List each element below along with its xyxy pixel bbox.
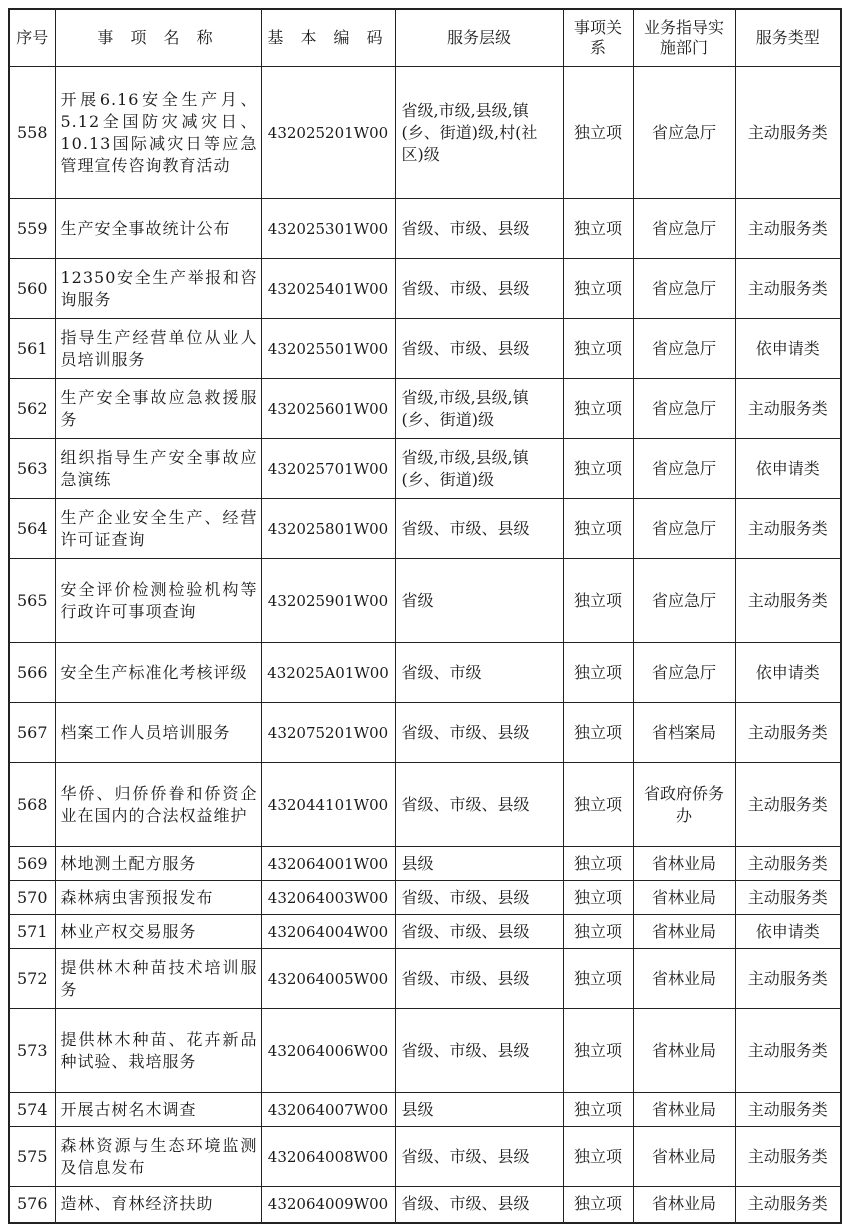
cell-index: 564	[9, 499, 55, 559]
cell-code: 432064003W00	[261, 881, 395, 915]
cell-name: 12350安全生产举报和咨询服务	[55, 259, 261, 319]
cell-type: 主动服务类	[735, 199, 841, 259]
cell-type: 主动服务类	[735, 1093, 841, 1127]
cell-type: 主动服务类	[735, 499, 841, 559]
table-row	[9, 1187, 841, 1223]
table-body	[9, 67, 841, 1223]
cell-level: 省级	[395, 559, 563, 643]
table-row	[9, 949, 841, 1009]
header-code: 基 本 编 码	[261, 9, 395, 67]
cell-relation: 独立项	[563, 949, 633, 1009]
cell-code: 432064006W00	[261, 1009, 395, 1093]
cell-type: 依申请类	[735, 319, 841, 379]
cell-code: 432025301W00	[261, 199, 395, 259]
cell-index: 569	[9, 847, 55, 881]
cell-index: 568	[9, 763, 55, 847]
cell-relation: 独立项	[563, 703, 633, 763]
cell-name: 生产安全事故统计公布	[55, 199, 261, 259]
cell-dept: 省林业局	[633, 1127, 735, 1187]
cell-relation: 独立项	[563, 1127, 633, 1187]
table-row	[9, 499, 841, 559]
cell-index: 560	[9, 259, 55, 319]
cell-index: 559	[9, 199, 55, 259]
cell-level: 省级、市级、县级	[395, 259, 563, 319]
cell-relation: 独立项	[563, 763, 633, 847]
cell-name: 档案工作人员培训服务	[55, 703, 261, 763]
cell-code: 432064004W00	[261, 915, 395, 949]
cell-code: 432075201W00	[261, 703, 395, 763]
cell-index: 566	[9, 643, 55, 703]
table-row	[9, 763, 841, 847]
cell-code: 432025601W00	[261, 379, 395, 439]
cell-dept: 省林业局	[633, 1093, 735, 1127]
cell-name: 开展6.16安全生产月、5.12全国防灾减灾日、10.13国际减灾日等应急管理宣传咨询教育活动	[55, 67, 261, 199]
cell-relation: 独立项	[563, 379, 633, 439]
cell-type: 主动服务类	[735, 949, 841, 1009]
cell-dept: 省应急厅	[633, 67, 735, 199]
cell-relation: 独立项	[563, 439, 633, 499]
cell-code: 432064001W00	[261, 847, 395, 881]
table-row	[9, 67, 841, 199]
cell-index: 573	[9, 1009, 55, 1093]
cell-code: 432044101W00	[261, 763, 395, 847]
cell-level: 省级、市级、县级	[395, 881, 563, 915]
cell-name: 组织指导生产安全事故应急演练	[55, 439, 261, 499]
cell-index: 561	[9, 319, 55, 379]
cell-index: 574	[9, 1093, 55, 1127]
table-header	[9, 9, 841, 67]
cell-type: 主动服务类	[735, 1127, 841, 1187]
table-row	[9, 379, 841, 439]
table-row	[9, 439, 841, 499]
cell-level: 省级,市级,县级,镇(乡、街道)级	[395, 439, 563, 499]
cell-dept: 省档案局	[633, 703, 735, 763]
table-row	[9, 1127, 841, 1187]
cell-name: 提供林木种苗、花卉新品种试验、栽培服务	[55, 1009, 261, 1093]
cell-name: 造林、育林经济扶助	[55, 1187, 261, 1223]
cell-relation: 独立项	[563, 559, 633, 643]
table-row	[9, 259, 841, 319]
cell-level: 省级、市级、县级	[395, 1009, 563, 1093]
cell-level: 省级、市级、县级	[395, 949, 563, 1009]
cell-type: 主动服务类	[735, 763, 841, 847]
cell-dept: 省应急厅	[633, 259, 735, 319]
cell-dept: 省应急厅	[633, 319, 735, 379]
cell-code: 432064007W00	[261, 1093, 395, 1127]
cell-dept: 省应急厅	[633, 499, 735, 559]
cell-name: 指导生产经营单位从业人员培训服务	[55, 319, 261, 379]
cell-index: 576	[9, 1187, 55, 1223]
cell-code: 432025A01W00	[261, 643, 395, 703]
table-row	[9, 643, 841, 703]
cell-dept: 省林业局	[633, 847, 735, 881]
cell-name: 提供林木种苗技术培训服务	[55, 949, 261, 1009]
service-table-container	[8, 8, 842, 1224]
header-name: 事 项 名 称	[55, 9, 261, 67]
table-row	[9, 1009, 841, 1093]
cell-level: 省级、市级、县级	[395, 1187, 563, 1223]
cell-level: 省级、市级、县级	[395, 915, 563, 949]
cell-dept: 省应急厅	[633, 439, 735, 499]
header-relation: 事项关系	[563, 9, 633, 67]
cell-dept: 省林业局	[633, 949, 735, 1009]
cell-code: 432025201W00	[261, 67, 395, 199]
cell-index: 571	[9, 915, 55, 949]
table-row	[9, 703, 841, 763]
cell-index: 567	[9, 703, 55, 763]
cell-type: 主动服务类	[735, 881, 841, 915]
service-items-table	[8, 8, 842, 1224]
cell-type: 主动服务类	[735, 847, 841, 881]
cell-level: 省级、市级、县级	[395, 319, 563, 379]
cell-code: 432064005W00	[261, 949, 395, 1009]
cell-index: 563	[9, 439, 55, 499]
cell-relation: 独立项	[563, 847, 633, 881]
cell-relation: 独立项	[563, 1187, 633, 1223]
table-row	[9, 915, 841, 949]
cell-code: 432025401W00	[261, 259, 395, 319]
cell-name: 生产安全事故应急救援服务	[55, 379, 261, 439]
cell-dept: 省政府侨务办	[633, 763, 735, 847]
cell-dept: 省林业局	[633, 1187, 735, 1223]
cell-relation: 独立项	[563, 259, 633, 319]
cell-relation: 独立项	[563, 643, 633, 703]
cell-type: 主动服务类	[735, 259, 841, 319]
cell-type: 主动服务类	[735, 703, 841, 763]
cell-level: 省级、市级、县级	[395, 499, 563, 559]
cell-index: 558	[9, 67, 55, 199]
cell-index: 575	[9, 1127, 55, 1187]
cell-level: 省级,市级,县级,镇(乡、街道)级	[395, 379, 563, 439]
cell-relation: 独立项	[563, 915, 633, 949]
cell-level: 县级	[395, 1093, 563, 1127]
cell-dept: 省应急厅	[633, 199, 735, 259]
cell-name: 安全评价检测检验机构等行政许可事项查询	[55, 559, 261, 643]
cell-dept: 省应急厅	[633, 643, 735, 703]
cell-type: 依申请类	[735, 439, 841, 499]
cell-code: 432025701W00	[261, 439, 395, 499]
cell-name: 开展古树名木调查	[55, 1093, 261, 1127]
table-row	[9, 847, 841, 881]
cell-code: 432025901W00	[261, 559, 395, 643]
cell-type: 主动服务类	[735, 1187, 841, 1223]
cell-dept: 省林业局	[633, 1009, 735, 1093]
cell-relation: 独立项	[563, 199, 633, 259]
cell-type: 依申请类	[735, 643, 841, 703]
cell-type: 依申请类	[735, 915, 841, 949]
cell-name: 森林资源与生态环境监测及信息发布	[55, 1127, 261, 1187]
table-row	[9, 881, 841, 915]
table-row	[9, 319, 841, 379]
cell-type: 主动服务类	[735, 379, 841, 439]
cell-dept: 省应急厅	[633, 379, 735, 439]
cell-type: 主动服务类	[735, 67, 841, 199]
cell-level: 县级	[395, 847, 563, 881]
header-index: 序号	[9, 9, 55, 67]
cell-index: 562	[9, 379, 55, 439]
cell-dept: 省林业局	[633, 915, 735, 949]
cell-dept: 省应急厅	[633, 559, 735, 643]
cell-relation: 独立项	[563, 881, 633, 915]
cell-type: 主动服务类	[735, 1009, 841, 1093]
table-row	[9, 559, 841, 643]
cell-level: 省级、市级、县级	[395, 199, 563, 259]
cell-index: 565	[9, 559, 55, 643]
cell-level: 省级、市级、县级	[395, 703, 563, 763]
cell-level: 省级、市级、县级	[395, 1127, 563, 1187]
cell-relation: 独立项	[563, 319, 633, 379]
cell-code: 432025801W00	[261, 499, 395, 559]
header-type: 服务类型	[735, 9, 841, 67]
cell-level: 省级、市级	[395, 643, 563, 703]
cell-index: 572	[9, 949, 55, 1009]
cell-name: 林地测土配方服务	[55, 847, 261, 881]
table-row	[9, 199, 841, 259]
cell-level: 省级,市级,县级,镇(乡、街道)级,村(社区)级	[395, 67, 563, 199]
cell-level: 省级、市级、县级	[395, 763, 563, 847]
header-dept: 业务指导实施部门	[633, 9, 735, 67]
cell-name: 华侨、归侨侨眷和侨资企业在国内的合法权益维护	[55, 763, 261, 847]
cell-name: 生产企业安全生产、经营许可证查询	[55, 499, 261, 559]
cell-type: 主动服务类	[735, 559, 841, 643]
cell-code: 432064008W00	[261, 1127, 395, 1187]
cell-name: 安全生产标准化考核评级	[55, 643, 261, 703]
cell-name: 森林病虫害预报发布	[55, 881, 261, 915]
header-level: 服务层级	[395, 9, 563, 67]
cell-code: 432064009W00	[261, 1187, 395, 1223]
cell-relation: 独立项	[563, 499, 633, 559]
table-row	[9, 1093, 841, 1127]
cell-dept: 省林业局	[633, 881, 735, 915]
cell-relation: 独立项	[563, 1009, 633, 1093]
cell-relation: 独立项	[563, 67, 633, 199]
cell-relation: 独立项	[563, 1093, 633, 1127]
cell-index: 570	[9, 881, 55, 915]
cell-name: 林业产权交易服务	[55, 915, 261, 949]
header-row	[9, 9, 841, 67]
cell-code: 432025501W00	[261, 319, 395, 379]
